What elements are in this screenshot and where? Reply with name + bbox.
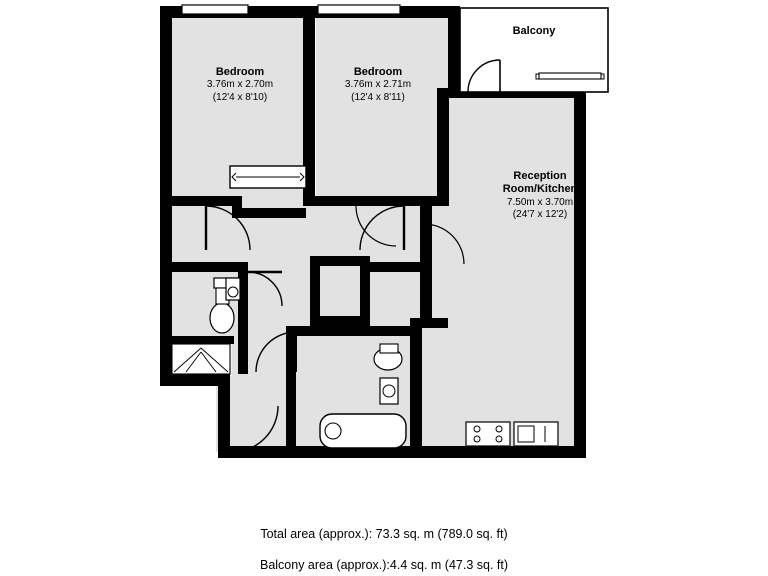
room-dim-imperial-reception: (24'7 x 12'2): [512, 209, 568, 220]
bath-fixture: [320, 414, 406, 448]
room-name-bedroom-1: Bedroom: [215, 66, 265, 78]
balcony-area-text: Balcony area (approx.):4.4 sq. m (47.3 sq. ft): [259, 558, 509, 572]
room-dim-metric-reception: 7.50m x 3.70m: [506, 196, 574, 208]
room-name-reception-line1: Reception: [513, 170, 567, 182]
room-name-reception-line2: Room/Kitchen: [502, 183, 578, 196]
utility-cupboard: [172, 344, 230, 374]
room-dim-imperial-bedroom-2: (12'4 x 8'11): [351, 91, 405, 103]
room-dim-metric-bedroom-2: 3.76m x 2.71m: [344, 79, 412, 91]
wash-basin-fixture-2: [380, 378, 398, 404]
room-dim-imperial-bedroom-1: (12'4 x 8'10): [212, 91, 268, 103]
wardrobe: [230, 166, 306, 188]
room-name-balcony: Balcony: [512, 25, 556, 37]
room-name-bedroom-2: Bedroom: [353, 66, 403, 78]
kitchen-sink-fixture: [514, 422, 558, 446]
wash-basin-fixture-1: [226, 278, 240, 300]
kitchen-hob-fixture: [466, 422, 510, 446]
room-dim-metric-bedroom-1: 3.76m x 2.70m: [206, 79, 274, 91]
total-area-text: Total area (approx.): 73.3 sq. m (789.0 sq. ft): [260, 527, 508, 541]
